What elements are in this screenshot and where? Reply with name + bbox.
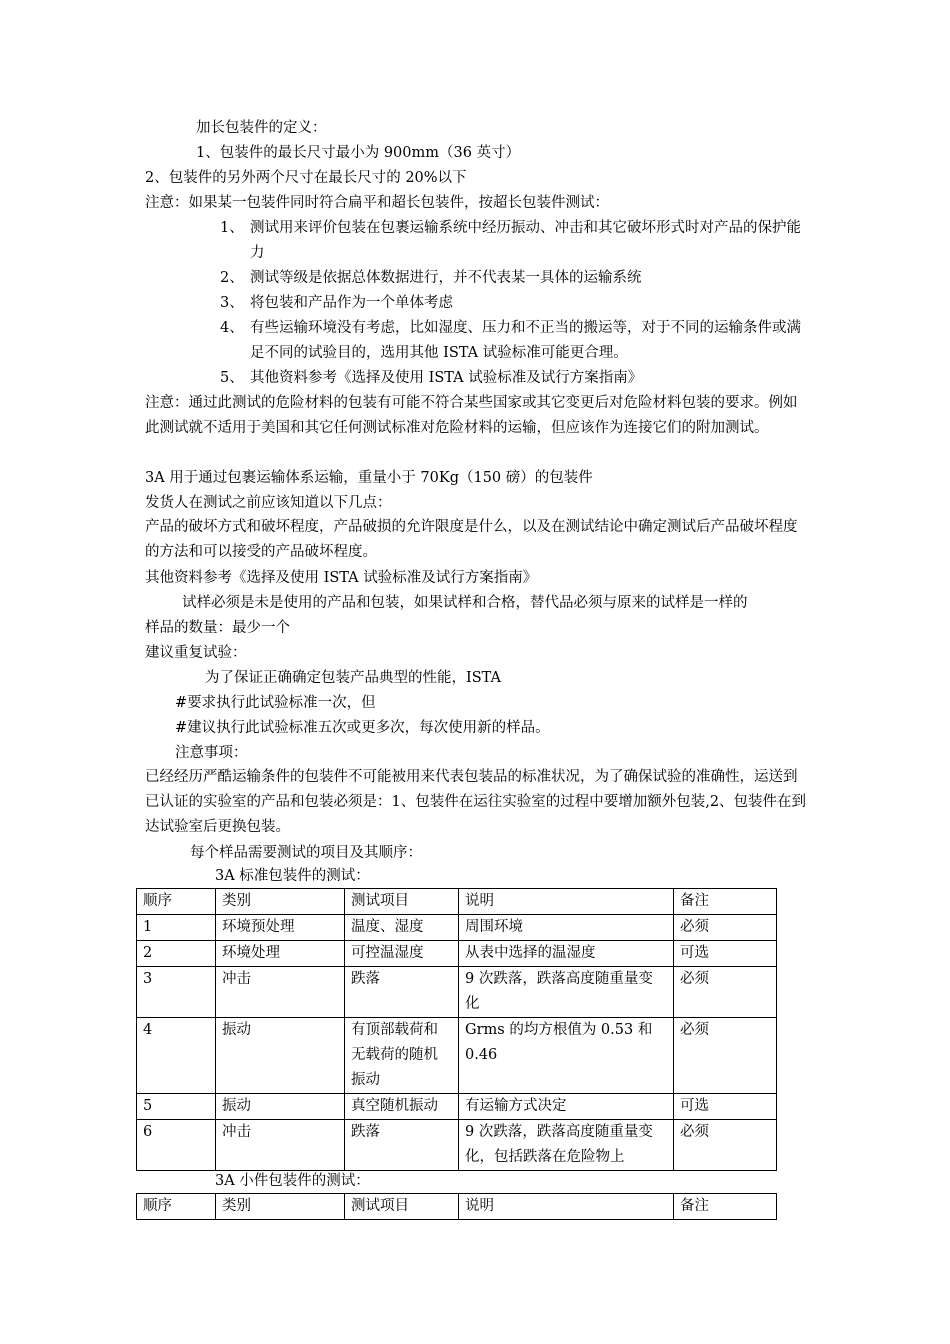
list-item-number: 5、 — [220, 370, 244, 386]
repeat-line-2: #要求执行此试验标准一次，但 — [175, 695, 376, 711]
table-header-row — [137, 889, 777, 915]
table-cell: 可控温湿度 — [345, 941, 459, 967]
table-cell: 有运输方式决定 — [459, 1094, 674, 1120]
header-cell: 类别 — [216, 1194, 345, 1220]
table-cell: 必须 — [674, 1120, 777, 1171]
list-item-number: 2、 — [220, 270, 244, 286]
table-cell: 环境处理 — [216, 941, 345, 967]
table1-title: 3A 标准包装件的测试： — [215, 868, 370, 884]
list-item-number: 3、 — [220, 295, 244, 311]
table-cell: 必须 — [674, 915, 777, 941]
header-cell: 顺序 — [137, 889, 216, 915]
list-item-number: 4、 — [220, 320, 244, 336]
repeat-line-1: 为了保证正确确定包装产品典型的性能，ISTA — [205, 670, 502, 686]
note-2: 注意：通过此测试的危险材料的包装有可能不符合某些国家或其它变更后对危险材料包装的要求。例如此测试就不适用于美国和其它任何测试标准对危险材料的运输，但应该作为连接它们的附加测试。 — [145, 395, 798, 436]
definition-item-1: 1、包装件的最长尺寸最小为 900mm（36 英寸） — [196, 145, 521, 161]
list-item-text: 测试用来评价包装在包裹运输系统中经历振动、冲击和其它破坏形式时对产品的保护能力 — [250, 220, 801, 261]
list-item — [220, 366, 810, 391]
table-cell: 冲击 — [216, 1120, 345, 1171]
table-row — [137, 1094, 777, 1120]
list-item — [220, 216, 810, 266]
table-cell: 跌落 — [345, 1120, 459, 1171]
header-cell: 测试项目 — [345, 1194, 459, 1220]
table-cell: 必须 — [674, 967, 777, 1018]
table-cell: 冲击 — [216, 967, 345, 1018]
list-item-text: 将包装和产品作为一个单体考虑 — [250, 295, 453, 311]
header-cell: 备注 — [674, 889, 777, 915]
repeat-title: 建议重复试验： — [145, 645, 247, 661]
notice-title: 注意事项： — [175, 745, 248, 761]
damage-paragraph: 产品的破坏方式和破坏程度，产品破损的允许限度是什么，以及在测试结论中确定测试后产品破坏程度的方法和可以接受的产品破坏程度。 — [145, 519, 798, 560]
table-header-row — [137, 1194, 777, 1220]
table-cell: 环境预处理 — [216, 915, 345, 941]
list-item-text: 有些运输环境没有考虑，比如湿度、压力和不正当的搬运等，对于不同的运输条件或满足不同的试验目的，选用其他 ISTA 试验标准可能更合理。 — [250, 320, 801, 361]
table-cell: 真空随机振动 — [345, 1094, 459, 1120]
repeat-line-3: #建议执行此试验标准五次或更多次，每次使用新的样品。 — [175, 720, 550, 736]
scope-line: 3A 用于通过包裹运输体系运输，重量小于 70Kg（150 磅）的包装件 — [145, 470, 593, 486]
table-row — [137, 915, 777, 941]
table-cell: 5 — [137, 1094, 216, 1120]
table-cell: 1 — [137, 915, 216, 941]
table-row — [137, 1120, 777, 1171]
table-cell: 温度、湿度 — [345, 915, 459, 941]
header-cell: 测试项目 — [345, 889, 459, 915]
table2-title: 3A 小件包装件的测试： — [215, 1173, 370, 1189]
table-row — [137, 1018, 777, 1094]
table-cell: 可选 — [674, 1094, 777, 1120]
standard-test-table — [136, 888, 777, 1171]
list-item-text: 其他资料参考《选择及使用 ISTA 试验标准及试行方案指南》 — [250, 370, 643, 386]
sample-line: 试样必须是未是使用的产品和包装，如果试样和合格，替代品必须与原来的试样是一样的 — [182, 595, 748, 611]
table-cell: 2 — [137, 941, 216, 967]
list-item-text: 测试等级是依据总体数据进行，并不代表某一具体的运输系统 — [250, 270, 642, 286]
list-item — [220, 291, 810, 316]
definition-title: 加长包装件的定义： — [196, 120, 327, 136]
table-cell: 从表中选择的温湿度 — [459, 941, 674, 967]
small-package-test-table — [136, 1193, 777, 1220]
note-1: 注意：如果某一包装件同时符合扁平和超长包装件，按超长包装件测试： — [145, 195, 609, 211]
header-cell: 说明 — [459, 1194, 674, 1220]
table-row — [137, 967, 777, 1018]
items-order-line: 每个样品需要测试的项目及其顺序： — [190, 845, 422, 861]
list-item — [220, 316, 810, 366]
table-cell: 可选 — [674, 941, 777, 967]
list-item — [220, 266, 810, 291]
table-cell: 4 — [137, 1018, 216, 1094]
shipper-line: 发货人在测试之前应该知道以下几点： — [145, 495, 392, 511]
sample-quantity: 样品的数量：最少一个 — [145, 620, 290, 636]
table-row — [137, 941, 777, 967]
table-cell: 振动 — [216, 1018, 345, 1094]
table-cell: 3 — [137, 967, 216, 1018]
list-item-number: 1、 — [220, 220, 244, 236]
header-cell: 类别 — [216, 889, 345, 915]
table-cell: Grms 的均方根值为 0.53 和 0.46 — [459, 1018, 674, 1094]
header-cell: 备注 — [674, 1194, 777, 1220]
header-cell: 顺序 — [137, 1194, 216, 1220]
table-cell: 9 次跌落，跌落高度随重量变化 — [459, 967, 674, 1018]
table-cell: 振动 — [216, 1094, 345, 1120]
notice-paragraph: 已经经历严酷运输条件的包装件不可能被用来代表包装品的标准状况，为了确保试验的准确性，运送到已认证的实验室的产品和包装必须是：1、包装件在运往实验室的过程中要增加额外包装,2、包装件在到达试验室后更换包装。 — [145, 769, 807, 835]
table-cell: 9 次跌落，跌落高度随重量变化，包括跌落在危险物上 — [459, 1120, 674, 1171]
table-cell: 6 — [137, 1120, 216, 1171]
table-cell: 周围环境 — [459, 915, 674, 941]
table-cell: 必须 — [674, 1018, 777, 1094]
definition-item-2: 2、包装件的另外两个尺寸在最长尺寸的 20%以下 — [145, 170, 467, 186]
table-cell: 跌落 — [345, 967, 459, 1018]
header-cell: 说明 — [459, 889, 674, 915]
reference-line: 其他资料参考《选择及使用 ISTA 试验标准及试行方案指南》 — [145, 570, 538, 586]
table-cell: 有顶部载荷和无载荷的随机振动 — [345, 1018, 459, 1094]
